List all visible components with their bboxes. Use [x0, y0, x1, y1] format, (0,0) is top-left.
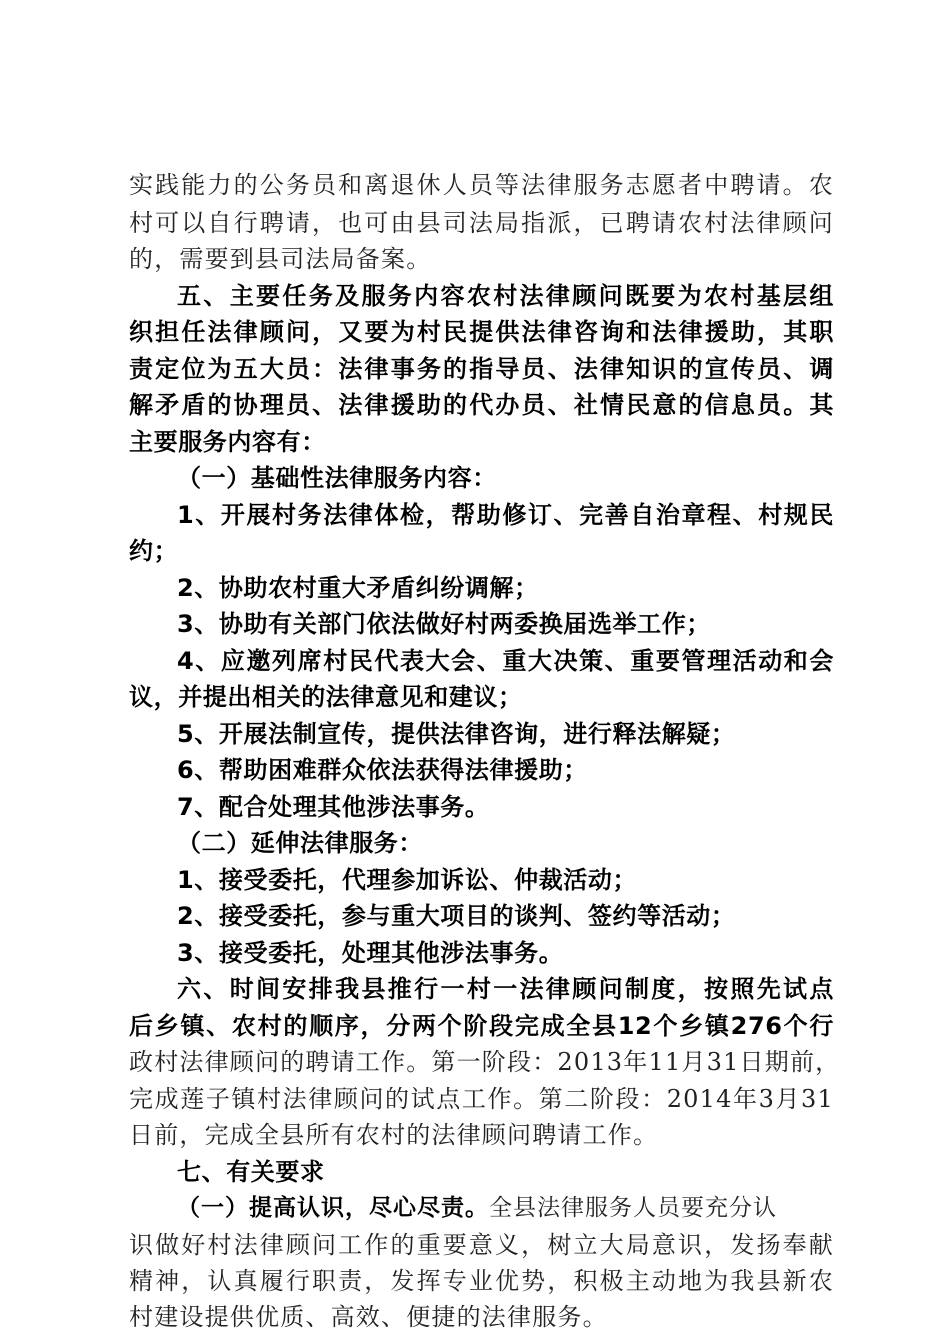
text-line: 精神，认真履行职责，发挥专业优势，积极主动地为我县新农 [129, 1267, 834, 1295]
list-item: 2、接受委托，参与重大项目的谈判、签约等活动； [177, 902, 736, 930]
text-line: 日前，完成全县所有农村的法律顾问聘请工作。 [129, 1121, 659, 1149]
text-line [177, 1191, 834, 1225]
text-line: 的，需要到县司法局备案。 [129, 245, 432, 273]
text-line: 织担任法律顾问，又要为村民提供法律咨询和法律援助，其职 [129, 318, 834, 346]
section-heading-six: 六、时间安排我县推行一村一法律顾问制度，按照先试点 [177, 975, 834, 1003]
list-item: 4、应邀列席村民代表大会、重大决策、重要管理活动和会 [177, 647, 834, 675]
list-item: 3、接受委托，处理其他涉法事务。 [177, 939, 564, 967]
section-heading-five: 五、主要任务及服务内容农村法律顾问既要为农村基层组 [177, 282, 834, 310]
text-line: 实践能力的公务员和离退休人员等法律服务志愿者中聘请。农 [129, 171, 834, 199]
list-item: 1、开展村务法律体检，帮助修订、完善自治章程、村规民 [177, 501, 834, 529]
text-line: 村可以自行聘请，也可由县司法局指派，已聘请农村法律顾问 [129, 209, 834, 237]
text-line: 政村法律顾问的聘请工作。第一阶段：2013年11月31日期前， [129, 1048, 841, 1076]
list-item: 2、协助农村重大矛盾纠纷调解； [177, 574, 539, 602]
text-line: 主要服务内容有： [129, 428, 326, 456]
list-item: 3、协助有关部门依法做好村两委换届选举工作； [177, 610, 711, 638]
text-line: 村建设提供优质、高效、便捷的法律服务。 [129, 1303, 608, 1331]
text-line: 约； [129, 537, 179, 565]
text-line: 责定位为五大员：法律事务的指导员、法律知识的宣传员、调 [129, 355, 834, 383]
text-line: 识做好村法律顾问工作的重要意义，树立大局意识，发扬奉献 [129, 1231, 834, 1259]
text-line: 完成莲子镇村法律顾问的试点工作。第二阶段：2014年3月31 [129, 1085, 834, 1113]
text-line: 后乡镇、农村的顺序，分两个阶段完成全县12个乡镇276个行 [129, 1012, 834, 1040]
subsection-heading: （二）延伸法律服务： [177, 829, 423, 857]
list-item: 5、开展法制宣传，提供法律咨询，进行释法解疑； [177, 720, 736, 748]
text-line: 议，并提出相关的法律意见和建议； [129, 683, 523, 711]
text-line: 解矛盾的协理员、法律援助的代办员、社情民意的信息员。其 [129, 391, 834, 419]
subsection-heading: （一）基础性法律服务内容： [177, 464, 497, 492]
inline-heading: （一）提高认识，尽心尽责。 [177, 1195, 489, 1221]
list-item: 6、帮助困难群众依法获得法律援助； [177, 756, 588, 784]
list-item: 7、配合处理其他涉法事务。 [177, 793, 490, 821]
list-item: 1、接受委托，代理参加诉讼、仲裁活动； [177, 866, 638, 894]
inline-text: 全县法律服务人员要充分认 [489, 1195, 777, 1221]
section-heading-seven: 七、有关要求 [177, 1158, 325, 1186]
